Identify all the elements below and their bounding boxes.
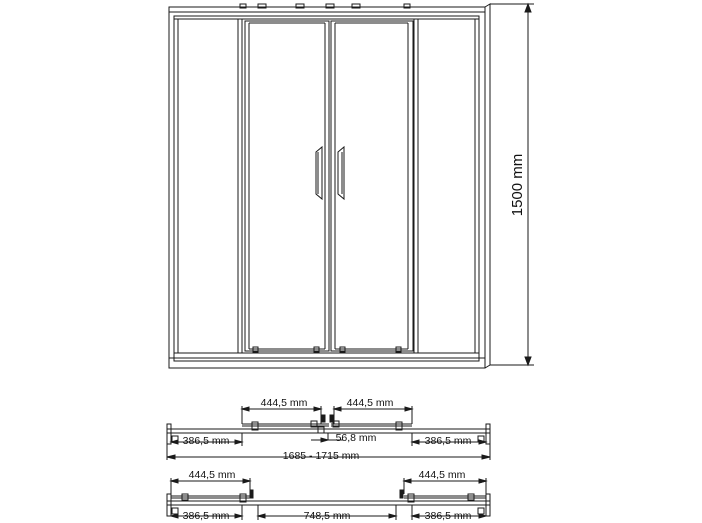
fixed-panel-right <box>414 19 475 353</box>
fixed-panel-left <box>178 19 242 353</box>
door-handle-left <box>316 147 322 199</box>
height-label: 1500 mm <box>509 153 526 217</box>
door-handle-right <box>338 147 344 199</box>
plan-closed-door-left-label: 444,5 mm <box>260 397 308 409</box>
plan-closed-fixed-left-label: 386,5 mm <box>182 435 230 447</box>
outer-frame <box>169 7 485 368</box>
plan-closed-fixed-right-label: 386,5 mm <box>424 435 472 447</box>
plan-view-closed <box>167 397 490 462</box>
plan-closed-total-label: 1685 - 1715 mm <box>282 450 360 462</box>
plan-open-door-right-label: 444,5 mm <box>418 469 466 481</box>
height-dimension <box>490 4 534 365</box>
plan-open-door-left-label: 444,5 mm <box>188 469 236 481</box>
plan-open-fixed-right-label: 386,5 mm <box>424 510 472 522</box>
front-view <box>169 4 490 368</box>
sliding-door-right <box>331 21 413 351</box>
plan-closed-gap-label: 56,8 mm <box>335 432 377 444</box>
plan-open-opening-label: 748,5 mm <box>303 510 351 522</box>
inner-frame <box>174 16 479 361</box>
plan-open-fixed-left-label: 386,5 mm <box>182 510 230 522</box>
plan-view-open <box>167 469 490 522</box>
plan-closed-door-right-label: 444,5 mm <box>346 397 394 409</box>
